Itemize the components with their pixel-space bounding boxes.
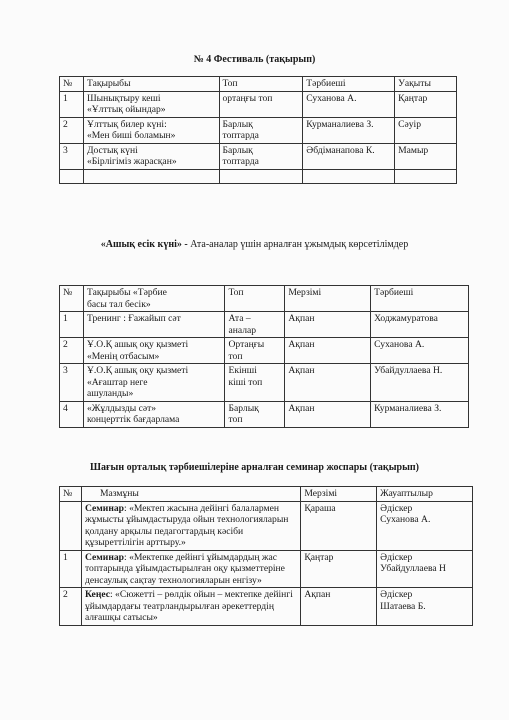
table-row	[60, 169, 457, 183]
cell: Шынықтыру кеші «Ұлттық ойындар»	[83, 91, 219, 117]
cell: Қаңтар	[301, 550, 377, 588]
header-cell: Тақырыбы	[83, 77, 219, 92]
open-day-title-rest: Ата-аналар үшін арналған ұжымдық көрсетілімдер	[187, 239, 409, 250]
cell: Курманалиева З.	[303, 117, 395, 143]
cell: 1	[60, 312, 84, 338]
cell: Достық күні «Бірлігіміз жарасқан»	[83, 143, 219, 169]
table-row	[60, 364, 469, 402]
table-row	[60, 501, 473, 550]
cell: Қаңтар	[395, 91, 457, 117]
open-day-title	[0, 239, 509, 250]
table-row	[60, 550, 473, 588]
cell: Суханова А.	[303, 91, 395, 117]
header-cell: Мерзімі	[285, 286, 371, 312]
cell: Ақпан	[285, 364, 371, 402]
table-row	[60, 143, 457, 169]
cell: Ұлттық билер күні: «Мен биші боламын»	[83, 117, 219, 143]
header-cell: №	[60, 286, 84, 312]
cell: Ақпан	[301, 588, 377, 626]
cell: 1	[60, 550, 82, 588]
cell: 2	[60, 338, 84, 364]
entry-text: : «Мектеп жасына дейінгі балалармен жұмысты ұйымдастыруда ойын технологияларын қолдану арқылы педагогтардың кәсіби құзыреттілігін арттыру.»	[84, 502, 289, 548]
cell	[395, 169, 457, 183]
cell: 3	[60, 364, 84, 402]
cell: Убайдуллаева Н.	[371, 364, 469, 402]
cell: Ходжамуратова	[371, 312, 469, 338]
cell: Барлық топ	[225, 401, 285, 427]
cell: Мамыр	[395, 143, 457, 169]
cell	[81, 588, 300, 626]
seminar-table	[59, 486, 473, 626]
entry-type: Семинар	[84, 502, 124, 514]
cell: 2	[60, 588, 82, 626]
cell	[219, 169, 303, 183]
cell: Әдіскер Суханова А.	[377, 501, 473, 550]
header-cell: Тәрбиеші	[303, 77, 395, 92]
cell	[60, 169, 84, 183]
cell: Ортаңғы топ	[225, 338, 285, 364]
cell: Тренинг : Ғажайып сәт	[83, 312, 225, 338]
open-day-table	[59, 285, 469, 428]
header-cell: Тәрбиеші	[371, 286, 469, 312]
cell: Курманалиева З.	[371, 401, 469, 427]
table-header-row	[60, 77, 457, 92]
cell: ортаңғы топ	[219, 91, 303, 117]
table-row	[60, 338, 469, 364]
header-cell: Мерзімі	[301, 487, 377, 502]
cell	[303, 169, 395, 183]
festival-title: № 4 Фестиваль (тақырып)	[193, 54, 316, 65]
header-cell: №	[60, 487, 82, 502]
seminar-plan-title: Шағын орталық тәрбиешілеріне арналған семинар жоспары (тақырып)	[90, 462, 419, 473]
cell: Ақпан	[285, 338, 371, 364]
entry-text: : «Сюжетті – рөлдік ойын – мектепке дейінгі ұйымдардағы театрландырылған әрекеттердің алғашқы сатысы»	[84, 589, 293, 623]
cell: Ұ.О.Қ ашық оқу қызметі «Менің отбасым»	[83, 338, 225, 364]
cell: 4	[60, 401, 84, 427]
header-cell: Мазмұны	[81, 487, 300, 502]
header-cell: Топ	[219, 77, 303, 92]
cell	[81, 501, 300, 550]
entry-type: Кеңес	[84, 589, 110, 600]
cell: Ұ.О.Қ ашық оқу қызметі «Ағаштар неге ашуланды»	[83, 364, 225, 402]
table-row	[60, 401, 469, 427]
table-row	[60, 117, 457, 143]
header-cell: Жауаптылыр	[377, 487, 473, 502]
entry-type: Семинар	[84, 551, 124, 563]
cell	[81, 550, 300, 588]
cell: Әбдіманапова К.	[303, 143, 395, 169]
cell: «Жұлдызды сәт» концерттік бағдарлама	[83, 401, 225, 427]
header-cell: Топ	[225, 286, 285, 312]
table-row	[60, 91, 457, 117]
open-day-title-bold: «Ашық есік күні» -	[100, 239, 188, 250]
cell	[60, 501, 82, 550]
cell: Екінші кіші топ	[225, 364, 285, 402]
cell: Ақпан	[285, 401, 371, 427]
entry-text: : «Мектепке дейінгі ұйымдардың жас топтарында ұйымдастырылған оқу қызметтеріне денсаулық сақтау технологияларын енгізу»	[84, 551, 285, 586]
table-row	[60, 312, 469, 338]
cell: 3	[60, 143, 84, 169]
table-row	[60, 588, 473, 626]
table-header-row	[60, 487, 473, 502]
cell: Ата – аналар	[225, 312, 285, 338]
cell: Әдіскер Убайдуллаева Н	[377, 550, 473, 588]
cell: Барлық топтарда	[219, 117, 303, 143]
cell: 1	[60, 91, 84, 117]
festival-table	[59, 76, 457, 184]
cell: Сәуір	[395, 117, 457, 143]
header-cell: №	[60, 77, 84, 92]
header-cell: Уақыты	[395, 77, 457, 92]
cell: Ақпан	[285, 312, 371, 338]
table-header-row	[60, 286, 469, 312]
cell	[83, 169, 219, 183]
header-cell: Тақырыбы «Тәрбие басы тал бесік»	[83, 286, 225, 312]
cell: Суханова А.	[371, 338, 469, 364]
cell: 2	[60, 117, 84, 143]
cell: Қараша	[301, 501, 377, 550]
cell: Әдіскер Шатаева Б.	[377, 588, 473, 626]
cell: Барлық топтарда	[219, 143, 303, 169]
